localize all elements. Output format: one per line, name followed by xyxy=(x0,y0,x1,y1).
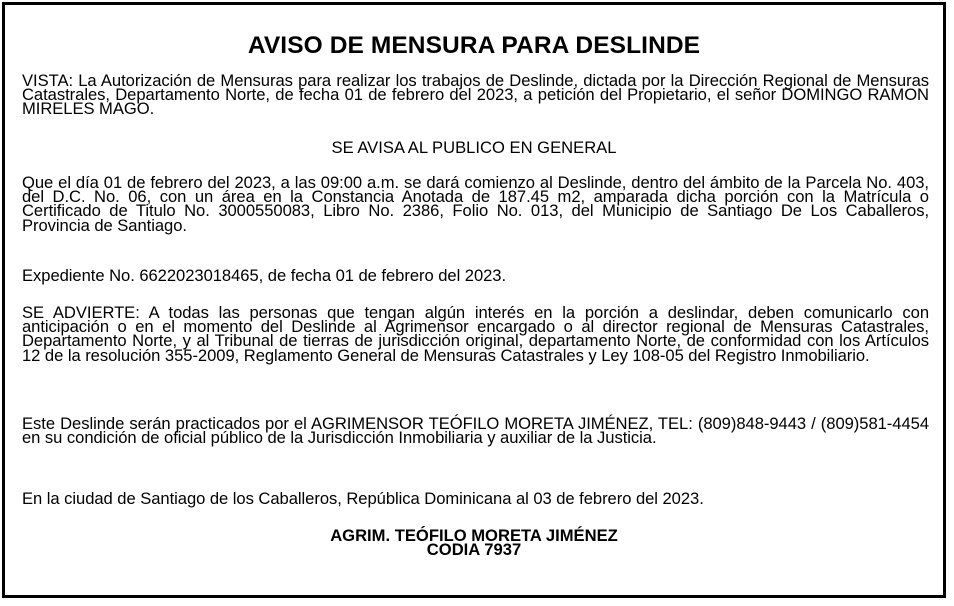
deslinde-details-paragraph: Que el día 01 de febrero del 2023, a las 09:00 a.m. se dará comienzo al Deslinde, dentro del ámbito de la Parcela No. 403, del D.C. No. 06, con un área en la Constancia Anotada de 187.45 m2, amparada dicha porción con la Matrícula o Certificado de Titulo No. 3000550083, Libro No. 2386, Folio No. 013, del Municipio de Santiago De Los Caballeros, Provincia de Santiago. xyxy=(22,173,929,235)
notice-title: AVISO DE MENSURA PARA DESLINDE xyxy=(247,32,701,59)
advertencia-paragraph: SE ADVIERTE: A todas las personas que tengan algún interés en la porción a deslindar, deben comunicarlo con anticipación o en el momento del Deslinde al Agrimensor encargado o al director regional de Mensuras Catastrales, Departamento Norte, y al Tribunal de tierras de jurisdicción original, departamento Norte, de conformidad con los Artículos 12 de la resolución 355-2009, Reglamento General de Mensuras Catastrales y Ley 108-05 del Registro Inmobiliario. xyxy=(22,303,929,365)
public-announcement: SE AVISA AL PUBLICO EN GENERAL xyxy=(331,138,617,157)
expediente-paragraph: Expediente No. 6622023018465, de fecha 01 de febrero del 2023. xyxy=(22,266,507,285)
signature-codia: CODIA 7937 xyxy=(426,540,522,559)
agrimensor-paragraph: Este Deslinde serán practicados por el AGRIMENSOR TEÓFILO MORETA JIMÉNEZ, TEL: (809)848-9443 / (809)581-4454 en su condición de oficial público de la Jurisdicción Inmobiliaria y auxiliar de la Justicia. xyxy=(22,414,929,448)
closing-paragraph: En la ciudad de Santiago de los Caballeros, República Dominicana al 03 de febrero del 2023. xyxy=(22,489,704,508)
notice-box xyxy=(2,2,946,598)
signature-name: AGRIM. TEÓFILO MORETA JIMÉNEZ xyxy=(330,526,618,545)
vista-paragraph: VISTA: La Autorización de Mensuras para realizar los trabajos de Deslinde, dictada por la Dirección Regional de Mensuras Catastrales, Departamento Norte, de fecha 01 de febrero del 2023, a petición del Propietario, el señor DOMINGO RAMON MIRELES MAGO. xyxy=(22,71,929,119)
